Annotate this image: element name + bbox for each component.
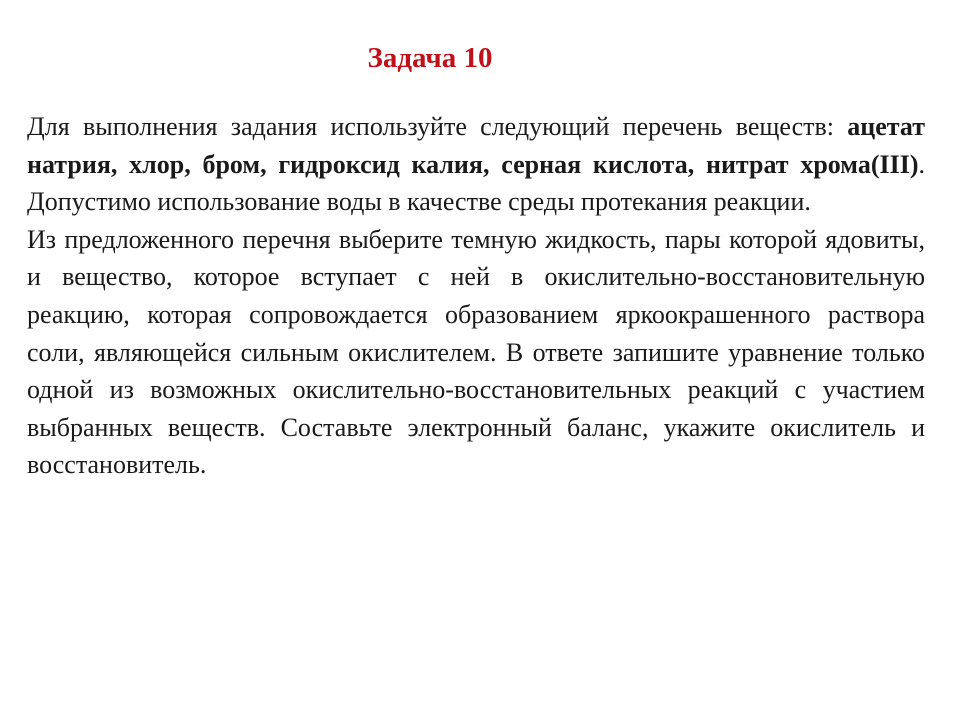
intro-text: Для выполнения задания используйте следующий перечень веществ:	[27, 112, 848, 141]
intro-rest-text: . Допустимо использование воды в качестве среды протекания реакции.	[27, 149, 925, 217]
task-paragraph-intro	[27, 108, 925, 221]
task-title: Задача 10	[367, 42, 493, 74]
task-paragraph-question: Из предложенного перечня выберите темную жидкость, пары которой ядовиты, и вещество, которое вступает с ней в окислительно-восстановительную реакцию, которая сопровождается образованием яркоокрашенного раствора соли, являющейся сильным окислителем. В ответе запишите уравнение только одной из возможных окислительно-восстановительных реакций с участием выбранных веществ. Составьте электронный баланс, укажите окислитель и восстановитель.	[27, 224, 925, 480]
substance-list: ацетат натрия, хлор, бром, гидроксид калия, серная кислота, нитрат хрома(III)	[27, 112, 925, 179]
task-body	[27, 108, 925, 484]
